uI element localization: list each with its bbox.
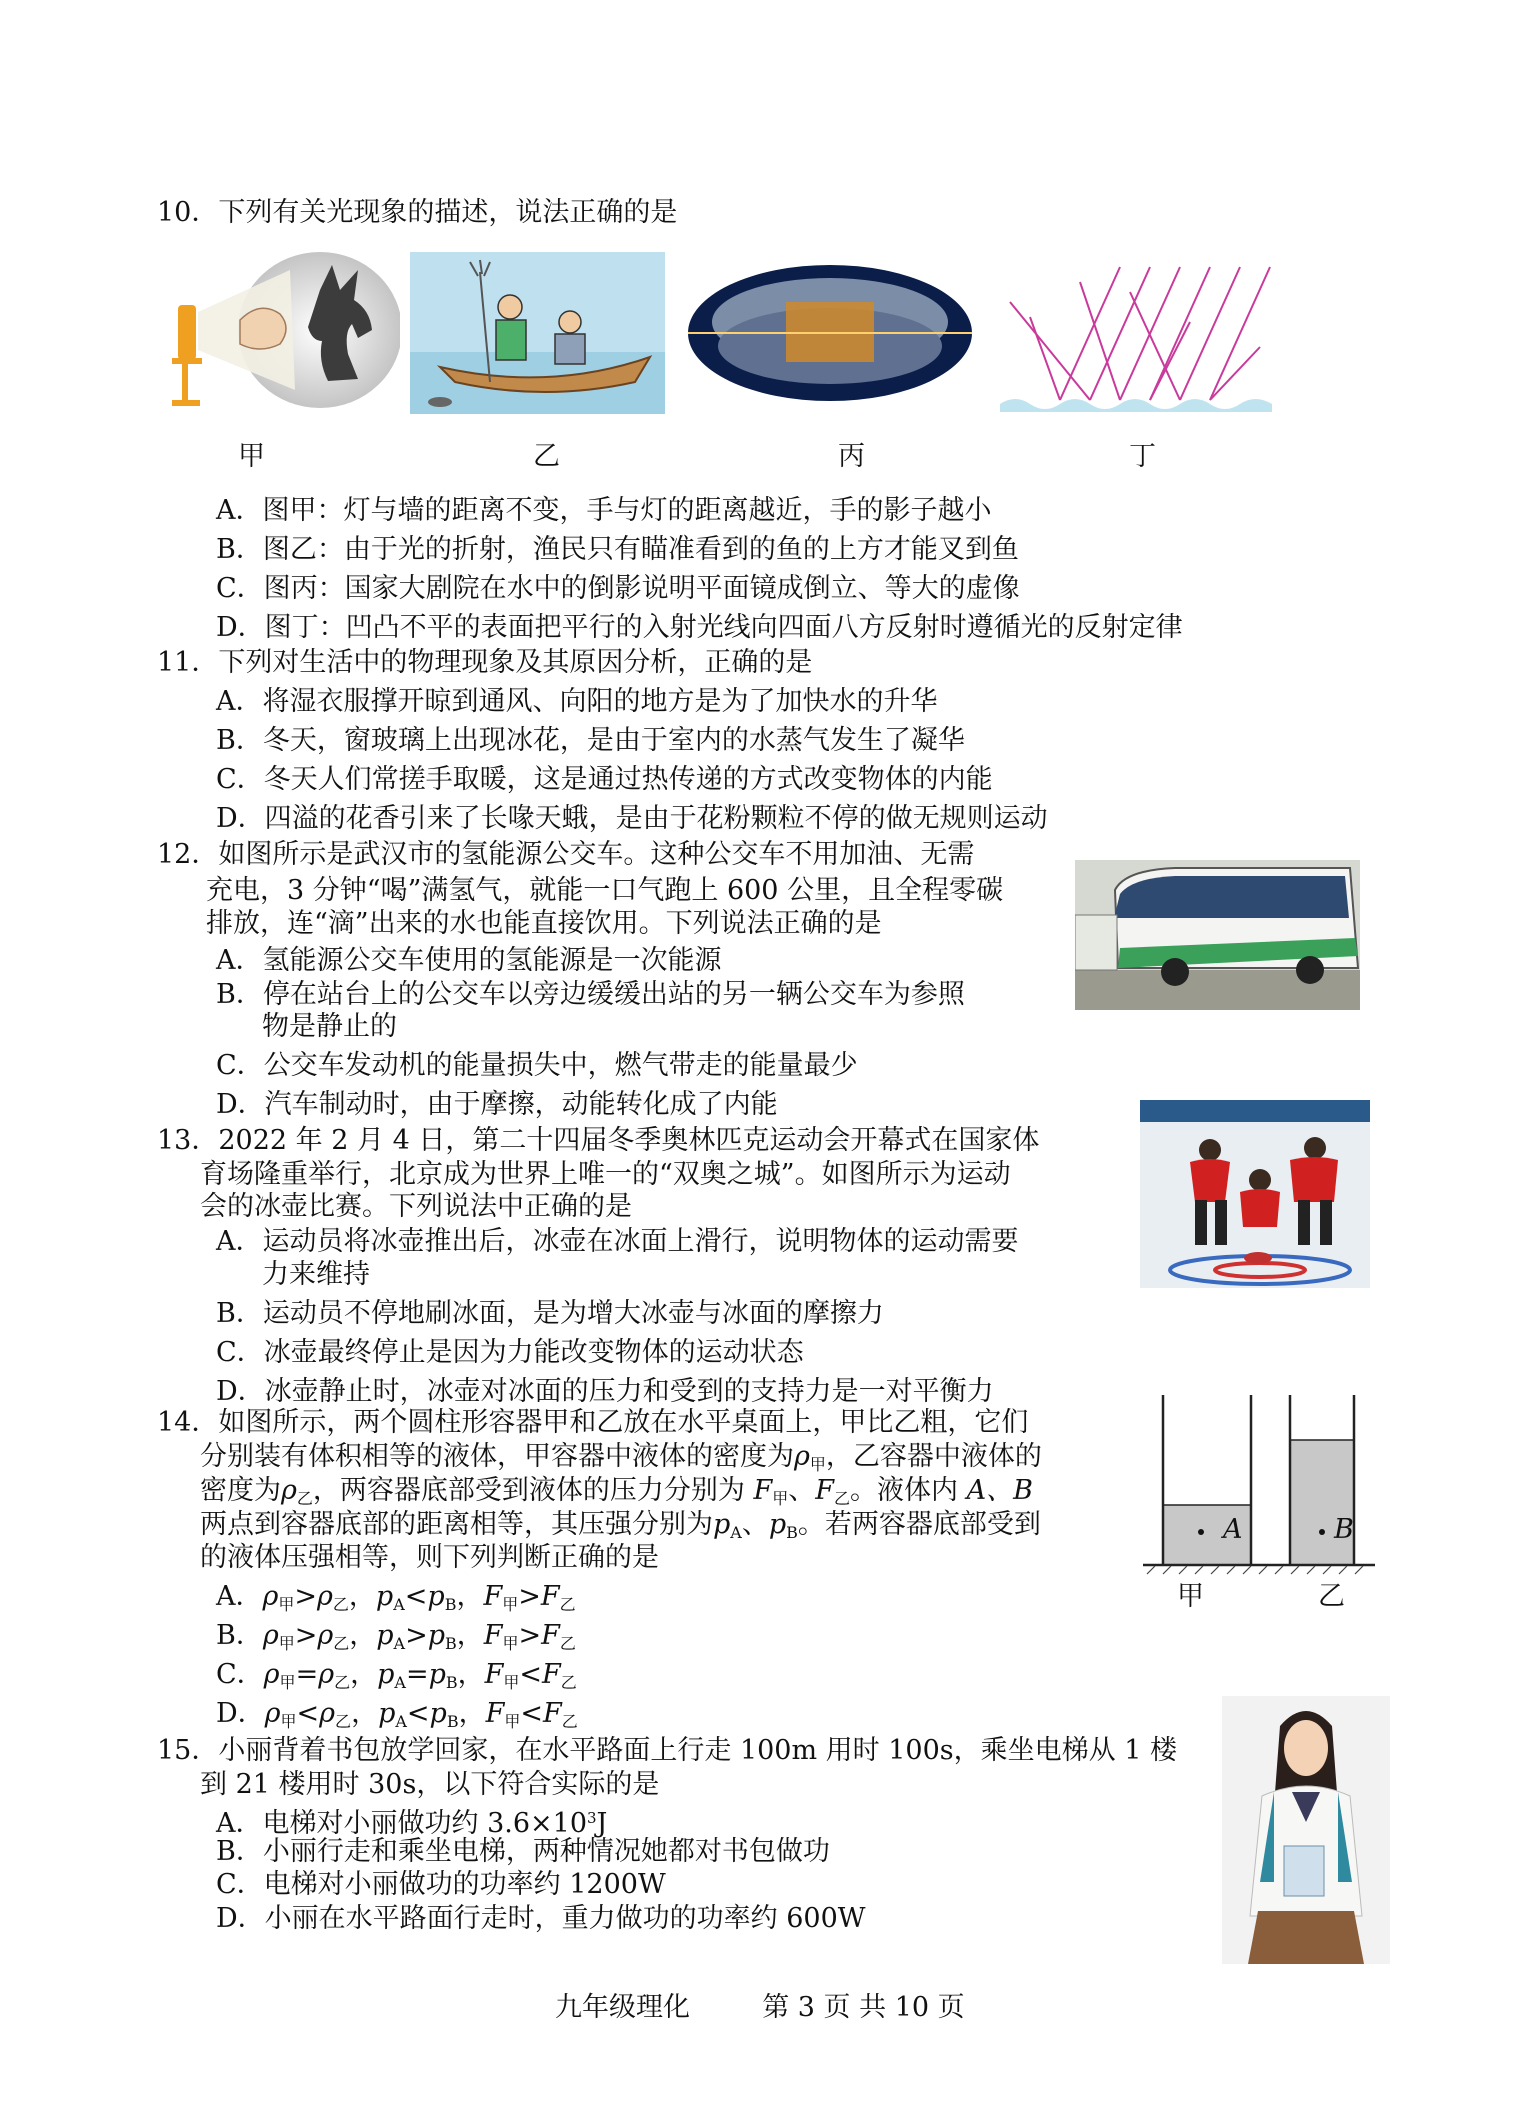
- sub-a: A: [394, 1673, 406, 1692]
- force-symbol: F: [815, 1475, 834, 1506]
- rho-symbol: ρ: [319, 1698, 336, 1729]
- q13-option-a-cont: 力来维持: [262, 1259, 370, 1290]
- force-symbol: F: [540, 1581, 560, 1612]
- sub-a: A: [730, 1523, 742, 1542]
- q10-option-d: D．图丁：凹凸不平的表面把平行的入射光线向四面八方反射时遵循光的反射定律: [216, 612, 1183, 643]
- q15-stem-line2: 到 21 楼用时 30s，以下符合实际的是: [200, 1769, 660, 1800]
- pressure-symbol: p: [377, 1659, 395, 1690]
- comma: ，: [456, 1620, 484, 1651]
- sub-a: A: [393, 1634, 406, 1653]
- comma: ，: [348, 1581, 376, 1612]
- force-symbol: F: [542, 1659, 561, 1690]
- point-b-label: B: [1334, 1514, 1354, 1545]
- comma: ，: [457, 1659, 485, 1690]
- curling-photo: [1140, 1100, 1370, 1288]
- rho-symbol: ρ: [281, 1475, 297, 1506]
- q13-option-a: A．运动员将冰壶推出后，冰壶在冰面上滑行，说明物体的运动需要: [216, 1226, 1019, 1257]
- force-symbol: F: [483, 1581, 503, 1612]
- q14-stem-line5: 的液体压强相等，则下列判断正确的是: [200, 1542, 659, 1573]
- caption-yi: 乙: [533, 441, 560, 472]
- comma: ，: [349, 1620, 377, 1651]
- q11-option-d: D．四溢的花香引来了长喙天蛾，是由于花粉颗粒不停的做无规则运动: [216, 803, 1048, 834]
- q15-option-b: B．小丽行走和乘坐电梯，两种情况她都对书包做功: [216, 1836, 830, 1867]
- sub-a: A: [395, 1712, 407, 1731]
- fig-label-jia: 甲: [1177, 1581, 1204, 1612]
- figure-jia-shadow: [170, 250, 400, 410]
- q14-line3-text-b: ，两容器底部受到液体的压力分别为: [312, 1475, 745, 1506]
- q14-option-a: [216, 1580, 576, 1622]
- q13-option-d: D．冰壶静止时，冰壶对冰面的压力和受到的支持力是一对平衡力: [216, 1376, 994, 1407]
- sub-b: B: [786, 1523, 798, 1542]
- hydrogen-bus-photo: [1075, 860, 1360, 1010]
- q12-option-d: D．汽车制动时，由于摩擦，动能转化成了内能: [216, 1089, 778, 1120]
- sub-yi: 乙: [333, 1634, 350, 1653]
- q11-option-c: C．冬天人们常搓手取暖，这是通过热传递的方式改变物体的内能: [216, 764, 993, 795]
- q10-option-c: C．图丙：国家大剧院在水中的倒影说明平面镜成倒立、等大的虚像: [216, 573, 1020, 604]
- rho-symbol: ρ: [317, 1620, 334, 1651]
- q13-stem-line2: 育场隆重举行，北京成为世界上唯一的“双奥之城”。如图所示为运动: [200, 1159, 1011, 1190]
- sub-yi: 乙: [296, 1489, 313, 1508]
- sep: 、: [741, 1509, 769, 1540]
- figure-ding-diffuse-reflection: [1000, 262, 1272, 412]
- q14-line4-text-b: 。若两容器底部受到: [797, 1509, 1041, 1540]
- sub-yi: 乙: [561, 1712, 578, 1731]
- sub-yi: 乙: [560, 1673, 577, 1692]
- option-label: B．: [216, 1620, 263, 1651]
- sub-a: A: [393, 1595, 405, 1614]
- sub-yi: 乙: [334, 1673, 351, 1692]
- rho-symbol: ρ: [263, 1659, 280, 1690]
- relation: <: [519, 1659, 542, 1690]
- pressure-symbol: p: [713, 1509, 731, 1540]
- force-symbol: F: [484, 1659, 504, 1690]
- relation: >: [518, 1620, 542, 1651]
- q14-line3-text-c: 。液体内: [849, 1475, 958, 1506]
- relation: >: [518, 1581, 541, 1612]
- sub-b: B: [444, 1595, 457, 1614]
- sub-yi: 乙: [833, 1489, 850, 1508]
- pressure-symbol: p: [378, 1698, 396, 1729]
- figure-bing-theatre: [686, 262, 974, 404]
- q14-option-b: [216, 1619, 576, 1661]
- figure-yi-fisherman: [410, 252, 665, 414]
- option-label: A．: [216, 1581, 263, 1612]
- q12-option-a: A．氢能源公交车使用的氢能源是一次能源: [216, 945, 722, 976]
- sub-yi: 乙: [332, 1595, 349, 1614]
- q12-stem-line1: 12．如图所示是武汉市的氢能源公交车。这种公交车不用加油、无需: [157, 839, 975, 870]
- q12-stem-line3: 排放，连“滴”出来的水也能直接饮用。下列说法正确的是: [206, 908, 882, 939]
- relation: =: [295, 1659, 319, 1690]
- q12-option-b: B．停在站台上的公交车以旁边缓缓出站的另一辆公交车为参照: [216, 979, 965, 1010]
- pressure-symbol: p: [375, 1581, 394, 1612]
- option-label: C．: [216, 1659, 264, 1690]
- force-symbol: F: [542, 1698, 562, 1729]
- q14-line4-text: 两点到容器底部的距离相等，其压强分别为: [200, 1509, 713, 1540]
- sub-jia: 甲: [809, 1455, 826, 1474]
- comma: ，: [350, 1659, 378, 1690]
- relation: <: [406, 1698, 430, 1729]
- comma: ，: [458, 1698, 486, 1729]
- q15-stem-line1: 15．小丽背着书包放学回家，在水平路面上行走 100m 用时 100s，乘坐电梯从 1 楼: [157, 1735, 1177, 1766]
- q15-option-d: D．小丽在水平路面行走时，重力做功的功率约 600W: [216, 1903, 866, 1934]
- sub-yi: 乙: [559, 1595, 576, 1614]
- q11-option-b: B．冬天，窗玻璃上出现冰花，是由于室内的水蒸气发生了凝华: [216, 725, 965, 756]
- q11-option-a: A．将湿衣服撑开晾到通风、向阳的地方是为了加快水的升华: [216, 686, 938, 717]
- sub-jia: 甲: [279, 1673, 296, 1692]
- rho-symbol: ρ: [262, 1581, 279, 1612]
- q14-line2-text-a: 分别装有体积相等的液体，甲容器中液体的密度为: [200, 1441, 794, 1472]
- q14-line3-text-a: 密度为: [200, 1475, 281, 1506]
- sub-jia: 甲: [502, 1634, 519, 1653]
- q13-option-c: C．冰壶最终停止是因为力能改变物体的运动状态: [216, 1337, 804, 1368]
- q14-option-d: [216, 1697, 578, 1739]
- relation: >: [294, 1581, 318, 1612]
- force-symbol: F: [483, 1620, 503, 1651]
- sub-jia: 甲: [278, 1634, 295, 1653]
- footer-page-number: 第 3 页 共 10 页: [762, 1992, 965, 2023]
- force-symbol: F: [753, 1475, 773, 1506]
- sub-jia: 甲: [504, 1712, 521, 1731]
- sep: 、: [788, 1475, 816, 1506]
- exponent: 3: [587, 1809, 597, 1827]
- student-photo: [1222, 1696, 1390, 1964]
- unit: J: [596, 1808, 608, 1839]
- caption-jia: 甲: [238, 441, 265, 472]
- q10-stem: 10．下列有关光现象的描述，说法正确的是: [157, 197, 678, 228]
- q14-option-c: [216, 1658, 577, 1700]
- sub-yi: 乙: [559, 1634, 576, 1653]
- rho-symbol: ρ: [318, 1659, 335, 1690]
- q13-stem-line1: 13．2022 年 2 月 4 日，第二十四届冬季奥林匹克运动会开幕式在国家体: [157, 1125, 1040, 1156]
- fig-label-yi: 乙: [1318, 1581, 1345, 1612]
- pressure-symbol: p: [428, 1659, 446, 1690]
- footer-subject: 九年级理化: [555, 1992, 690, 2023]
- sub-b: B: [446, 1712, 459, 1731]
- option-label: D．: [216, 1698, 265, 1729]
- comma: ，: [456, 1581, 484, 1612]
- pressure-symbol: p: [427, 1620, 446, 1651]
- relation: <: [296, 1698, 320, 1729]
- rho-symbol: ρ: [262, 1620, 279, 1651]
- sub-jia: 甲: [772, 1489, 789, 1508]
- q15-option-c: C．电梯对小丽做功的功率约 1200W: [216, 1869, 666, 1900]
- sub-jia: 甲: [278, 1595, 295, 1614]
- pressure-symbol: p: [376, 1620, 394, 1651]
- q12-option-c: C．公交车发动机的能量损失中，燃气带走的能量最少: [216, 1050, 858, 1081]
- caption-ding: 丁: [1129, 441, 1156, 472]
- sub-jia: 甲: [503, 1673, 520, 1692]
- relation: >: [405, 1620, 428, 1651]
- pressure-symbol: p: [429, 1698, 447, 1729]
- q12-option-b-cont: 物是静止的: [262, 1011, 397, 1042]
- relation: <: [404, 1581, 428, 1612]
- sub-jia: 甲: [502, 1595, 519, 1614]
- rho-symbol: ρ: [794, 1441, 810, 1472]
- q10-option-a: A．图甲：灯与墙的距离不变，手与灯的距离越近，手的影子越小: [216, 495, 992, 526]
- relation: <: [520, 1698, 543, 1729]
- pressure-symbol: p: [768, 1509, 787, 1540]
- points-ab: A、B: [966, 1475, 1033, 1506]
- caption-bing: 丙: [838, 441, 865, 472]
- relation: =: [405, 1659, 429, 1690]
- point-a-label: A: [1223, 1514, 1243, 1545]
- force-symbol: F: [541, 1620, 560, 1651]
- q15-option-a-text: A．电梯对小丽做功约 3.6×10: [216, 1808, 587, 1839]
- q13-option-b: B．运动员不停地刷冰面，是为增大冰壶与冰面的摩擦力: [216, 1298, 884, 1329]
- rho-symbol: ρ: [317, 1581, 333, 1612]
- relation: >: [294, 1620, 318, 1651]
- q14-line2-text-b: ，乙容器中液体的: [825, 1441, 1042, 1472]
- comma: ，: [351, 1698, 379, 1729]
- sub-b: B: [445, 1634, 457, 1653]
- sub-jia: 甲: [280, 1712, 297, 1731]
- q10-option-b: B．图乙：由于光的折射，渔民只有瞄准看到的鱼的上方才能叉到鱼: [216, 534, 1019, 565]
- q11-stem: 11．下列对生活中的物理现象及其原因分析，正确的是: [157, 647, 813, 678]
- pressure-symbol: p: [427, 1581, 445, 1612]
- force-symbol: F: [485, 1698, 505, 1729]
- q14-stem-line1: 14．如图所示，两个圆柱形容器甲和乙放在水平桌面上，甲比乙粗，它们: [157, 1407, 1029, 1438]
- rho-symbol: ρ: [264, 1698, 281, 1729]
- sub-b: B: [445, 1673, 458, 1692]
- page-footer: [555, 1985, 965, 2024]
- sub-yi: 乙: [335, 1712, 352, 1731]
- q12-stem-line2: 充电，3 分钟“喝”满氢气，就能一口气跑上 600 公里，且全程零碳: [206, 875, 1004, 906]
- q13-stem-line3: 会的冰壶比赛。下列说法中正确的是: [200, 1191, 632, 1222]
